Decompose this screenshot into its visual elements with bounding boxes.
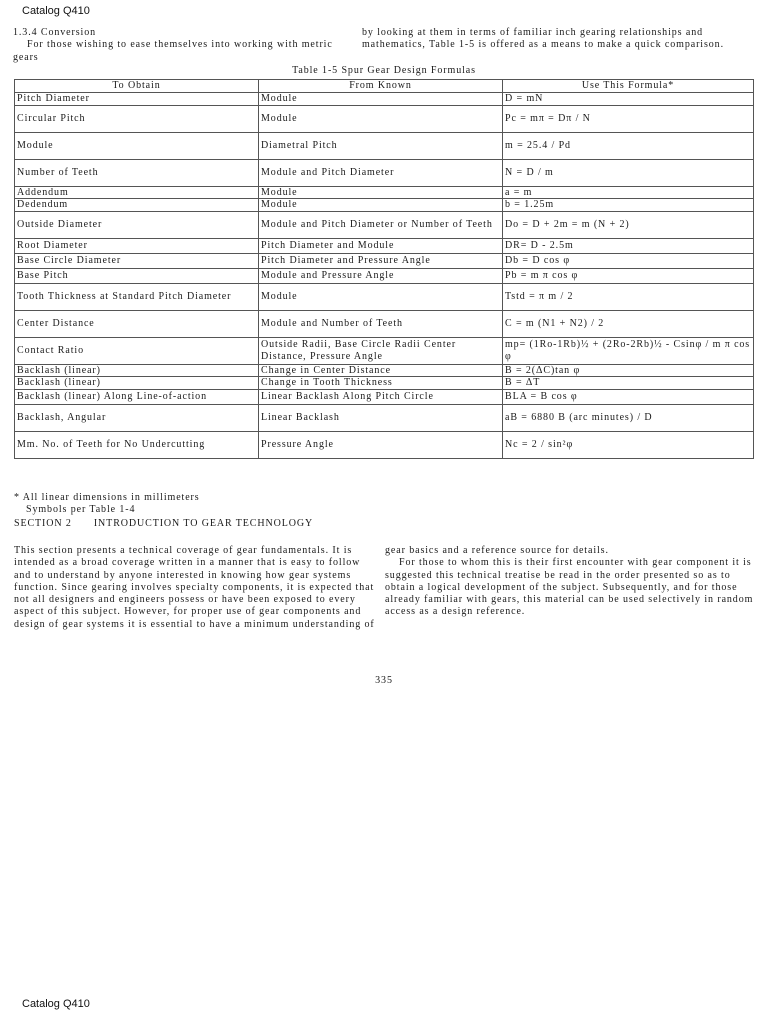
page-footer: Catalog Q410 xyxy=(22,998,90,1010)
cell-to-obtain: Dedendum xyxy=(15,199,259,212)
cell-to-obtain: Outside Diameter xyxy=(15,211,259,238)
cell-to-obtain: Addendum xyxy=(15,186,259,199)
cell-to-obtain: Number of Teeth xyxy=(15,159,259,186)
table-row xyxy=(15,93,754,106)
table-row xyxy=(15,364,754,377)
cell-to-obtain: Backlash (linear) xyxy=(15,377,259,390)
cell-formula: DR= D - 2.5m xyxy=(503,238,754,253)
cell-to-obtain: Center Distance xyxy=(15,310,259,337)
cell-to-obtain: Backlash (linear) Along Line-of-action xyxy=(15,389,259,404)
table-row xyxy=(15,268,754,283)
cell-from-known: Pitch Diameter and Module xyxy=(259,238,503,253)
cell-from-known: Linear Backlash xyxy=(259,404,503,431)
cell-formula: N = D / m xyxy=(503,159,754,186)
cell-to-obtain: Contact Ratio xyxy=(15,337,259,364)
column-header-from-known: From Known xyxy=(259,80,503,93)
intro-heading: 1.3.4 Conversion xyxy=(13,27,97,38)
cell-from-known: Module and Pitch Diameter xyxy=(259,159,503,186)
cell-to-obtain: Pitch Diameter xyxy=(15,93,259,106)
table-row xyxy=(15,105,754,132)
cell-to-obtain: Backlash (linear) xyxy=(15,364,259,377)
cell-from-known: Module xyxy=(259,186,503,199)
column-header-formula: Use This Formula* xyxy=(503,80,754,93)
cell-formula: BLA = B cos φ xyxy=(503,389,754,404)
table-notes xyxy=(14,492,200,517)
intro-right-column xyxy=(362,27,757,52)
table-row xyxy=(15,377,754,390)
table-row xyxy=(15,337,754,364)
table-row xyxy=(15,431,754,458)
cell-from-known: Pressure Angle xyxy=(259,431,503,458)
cell-from-known: Change in Center Distance xyxy=(259,364,503,377)
section-heading xyxy=(14,518,313,530)
cell-from-known: Module xyxy=(259,199,503,212)
section-left-column xyxy=(14,545,379,631)
section-left-text: This section presents a technical coverage of gear fundamentals. It is intended as a broad coverage written in a manner that is easy to follow and to understand by anyone interested in knowing how gear systems function. Since gearing involves specialty components, it is expected that not all designers and engineers possess or have been exposed to every aspect of this subject. However, for proper use of gear components and design of gear systems it is essential to have a minimum understanding of xyxy=(14,545,375,630)
note-linear-dimensions: * All linear dimensions in millimeters xyxy=(14,492,200,503)
cell-to-obtain: Mm. No. of Teeth for No Undercutting xyxy=(15,431,259,458)
table-row xyxy=(15,211,754,238)
cell-to-obtain: Circular Pitch xyxy=(15,105,259,132)
cell-to-obtain: Backlash, Angular xyxy=(15,404,259,431)
section-title: INTRODUCTION TO GEAR TECHNOLOGY xyxy=(93,518,314,529)
cell-from-known: Linear Backlash Along Pitch Circle xyxy=(259,389,503,404)
cell-formula: B = 2(ΔC)tan φ xyxy=(503,364,754,377)
note-symbols: Symbols per Table 1-4 xyxy=(26,504,136,516)
cell-formula: Do = D + 2m = m (N + 2) xyxy=(503,211,754,238)
cell-from-known: Module xyxy=(259,283,503,310)
cell-from-known: Module and Number of Teeth xyxy=(259,310,503,337)
cell-from-known: Diametral Pitch xyxy=(259,132,503,159)
table-row xyxy=(15,186,754,199)
cell-to-obtain: Tooth Thickness at Standard Pitch Diameter xyxy=(15,283,259,310)
table-row xyxy=(15,238,754,253)
cell-formula: B = ΔT xyxy=(503,377,754,390)
cell-from-known: Pitch Diameter and Pressure Angle xyxy=(259,253,503,268)
section-right-paragraph-1: gear basics and a reference source for details. xyxy=(385,545,609,556)
table-header-row xyxy=(15,80,754,93)
cell-from-known: Module xyxy=(259,105,503,132)
page-number: 335 xyxy=(375,675,393,686)
cell-to-obtain: Base Circle Diameter xyxy=(15,253,259,268)
column-header-to-obtain: To Obtain xyxy=(15,80,259,93)
section-right-column xyxy=(385,545,755,619)
cell-formula: Nc = 2 / sin²φ xyxy=(503,431,754,458)
table-row xyxy=(15,389,754,404)
cell-formula: aB = 6880 B (arc minutes) / D xyxy=(503,404,754,431)
table-row xyxy=(15,404,754,431)
cell-from-known: Module xyxy=(259,93,503,106)
cell-formula: m = 25.4 / Pd xyxy=(503,132,754,159)
spur-gear-formula-table xyxy=(14,79,754,459)
cell-formula: Pc = mπ = Dπ / N xyxy=(503,105,754,132)
table-row xyxy=(15,283,754,310)
intro-right-text: by looking at them in terms of familiar inch gearing relationships and mathematics, Table 1-5 is offered as a means to make a quick comparison. xyxy=(362,27,724,51)
cell-formula: mp= (1Ro-1Rb)½ + (2Ro-2Rb)½ - Csinφ / m π cos φ xyxy=(503,337,754,364)
table-row xyxy=(15,253,754,268)
cell-formula: C = m (N1 + N2) / 2 xyxy=(503,310,754,337)
cell-formula: D = mN xyxy=(503,93,754,106)
cell-formula: Db = D cos φ xyxy=(503,253,754,268)
cell-from-known: Module and Pressure Angle xyxy=(259,268,503,283)
table-row xyxy=(15,132,754,159)
table-caption: Table 1-5 Spur Gear Design Formulas xyxy=(292,65,476,76)
intro-left-text: For those wishing to ease themselves into working with metric gears xyxy=(13,39,333,63)
section-right-paragraph-2: For those to whom this is their first encounter with gear component it is suggested this technical treatise be read in the order presented so as to obtain a logical development of the subject. Subsequently, and for those already familiar with gears, this material can be used selectively in random access as a design reference. xyxy=(385,557,754,618)
cell-to-obtain: Base Pitch xyxy=(15,268,259,283)
cell-from-known: Change in Tooth Thickness xyxy=(259,377,503,390)
cell-to-obtain: Root Diameter xyxy=(15,238,259,253)
cell-formula: b = 1.25m xyxy=(503,199,754,212)
table-row xyxy=(15,159,754,186)
cell-formula: Pb = m π cos φ xyxy=(503,268,754,283)
cell-from-known: Outside Radii, Base Circle Radii Center Distance, Pressure Angle xyxy=(259,337,503,364)
table-row xyxy=(15,199,754,212)
cell-from-known: Module and Pitch Diameter or Number of Teeth xyxy=(259,211,503,238)
intro-left-column xyxy=(13,27,358,64)
cell-formula: a = m xyxy=(503,186,754,199)
section-number: SECTION 2 xyxy=(14,518,72,529)
cell-to-obtain: Module xyxy=(15,132,259,159)
page-header: Catalog Q410 xyxy=(22,5,90,17)
table-row xyxy=(15,310,754,337)
cell-formula: Tstd = π m / 2 xyxy=(503,283,754,310)
